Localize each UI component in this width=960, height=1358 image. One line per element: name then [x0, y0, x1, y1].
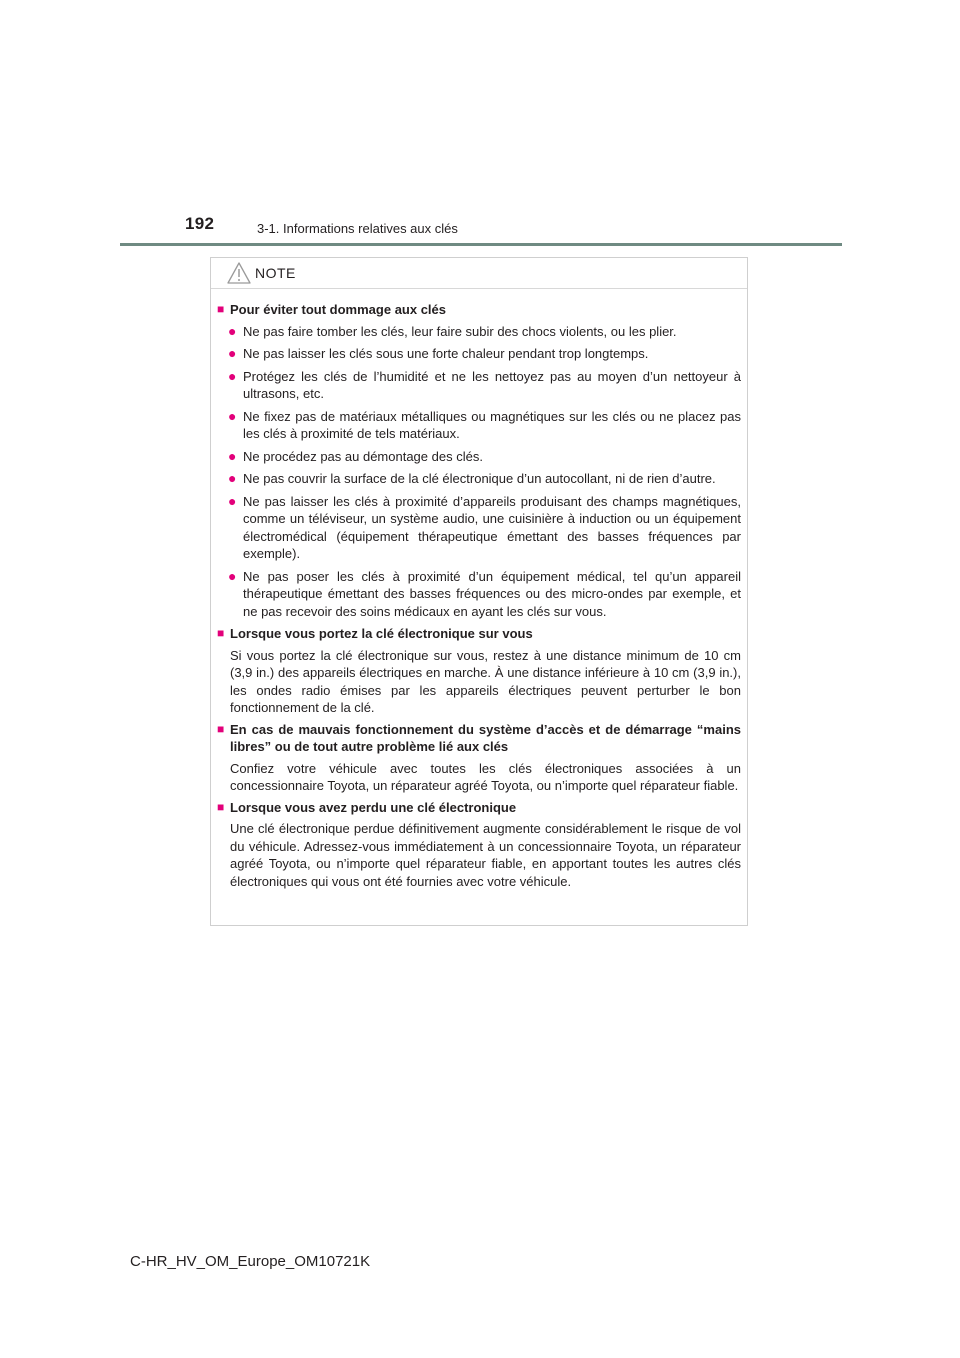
section-heading: Lorsque vous avez perdu une clé électronique — [230, 799, 517, 815]
square-bullet-icon: ■ — [217, 721, 225, 736]
dot-bullet-icon: ● — [228, 322, 237, 339]
dot-bullet-icon: ● — [228, 470, 237, 486]
document-id: C-HR_HV_OM_Europe_OM10721K — [130, 1253, 371, 1270]
note-section-carrying — [217, 625, 741, 717]
list-item: ● Ne pas faire tomber les clés, leur faire subir des chocs violents, ou les plier. — [228, 322, 677, 339]
list-item: ● Ne pas poser les clés à proximité d’un équipement médical, tel qu’un appareil thérapeutique émettant des basses fréquences ou des micro-ondes par exemple, et ne pas recevoir des soins médicaux en ayant les clés sur vous. — [228, 567, 741, 619]
list-item: ● Ne pas laisser les clés sous une forte chaleur pendant trop longtemps. — [228, 345, 649, 361]
dot-bullet-icon: ● — [228, 345, 237, 361]
dot-bullet-icon: ● — [228, 567, 237, 584]
section-heading: Lorsque vous portez la clé électronique sur vous — [230, 626, 533, 641]
note-body — [211, 289, 747, 890]
square-bullet-icon: ■ — [217, 799, 225, 814]
square-bullet-icon: ■ — [217, 626, 225, 640]
dot-bullet-icon: ● — [228, 367, 237, 384]
note-section-damage — [217, 301, 741, 620]
list-item: ● Ne fixez pas de matériaux métalliques ou magnétiques sur les clés ou ne placez pas les clés à proximité de tels matériaux. — [228, 407, 741, 441]
list-item: ● Protégez les clés de l’humidité et ne les nettoyez pas au moyen d’un nettoyeur à ultrasons, etc. — [228, 367, 741, 401]
section-paragraph: Si vous portez la clé électronique sur vous, restez à une distance minimum de 10 cm (3,9 in.) des appareils électriques en marche. À une distance inférieure à 10 cm (3,9 in.), les ondes radio émises par les appareils électriques peuvent perturber le bon fonctionnement de la clé. — [230, 647, 741, 715]
note-box — [210, 257, 748, 926]
section-title: 3-1. Informations relatives aux clés — [257, 221, 458, 236]
note-section-malfunction — [217, 721, 741, 795]
note-section-lost-key — [217, 799, 741, 891]
header-rule — [120, 243, 842, 246]
list-item: ● Ne pas couvrir la surface de la clé électronique d’un autocollant, ni de rien d’autre. — [228, 470, 716, 486]
section-paragraph: Une clé électronique perdue définitivement augmente considérablement le risque de vol du véhicule. Adressez-vous immédiatement à un concessionnaire Toyota, un réparateur agréé Toyota, ou n’importe quel réparateur fiable, en apportant toutes les autres clés électroniques qui vous ont été fournies avec votre véhicule. — [230, 821, 741, 889]
dot-bullet-icon: ● — [228, 447, 237, 464]
list-item: ● Ne procédez pas au démontage des clés. — [228, 447, 483, 464]
warning-triangle-icon — [227, 262, 251, 284]
square-bullet-icon: ■ — [217, 302, 225, 316]
note-title: NOTE — [255, 265, 296, 281]
section-heading: Pour éviter tout dommage aux clés — [230, 302, 447, 317]
list-item: ● Ne pas laisser les clés à proximité d’appareils produisant des champs magnétiques, comme un téléviseur, un système audio, une cuisinière à induction ou un équipement électromédical (équipement thérapeutique émettant des basses fréquences par exemple). — [228, 492, 741, 561]
dot-bullet-icon: ● — [228, 407, 237, 424]
section-paragraph: Confiez votre véhicule avec toutes les clés électroniques associées à un concessionnaire Toyota, un réparateur agréé Toyota, ou n’importe quel réparateur fiable. — [230, 760, 741, 793]
dot-bullet-icon: ● — [228, 492, 237, 509]
note-header — [211, 258, 747, 289]
section-heading: En cas de mauvais fonctionnement du système d’accès et de démarrage “mains libres” ou de tout autre problème lié aux clés — [230, 721, 741, 754]
page-number: 192 — [185, 214, 215, 233]
